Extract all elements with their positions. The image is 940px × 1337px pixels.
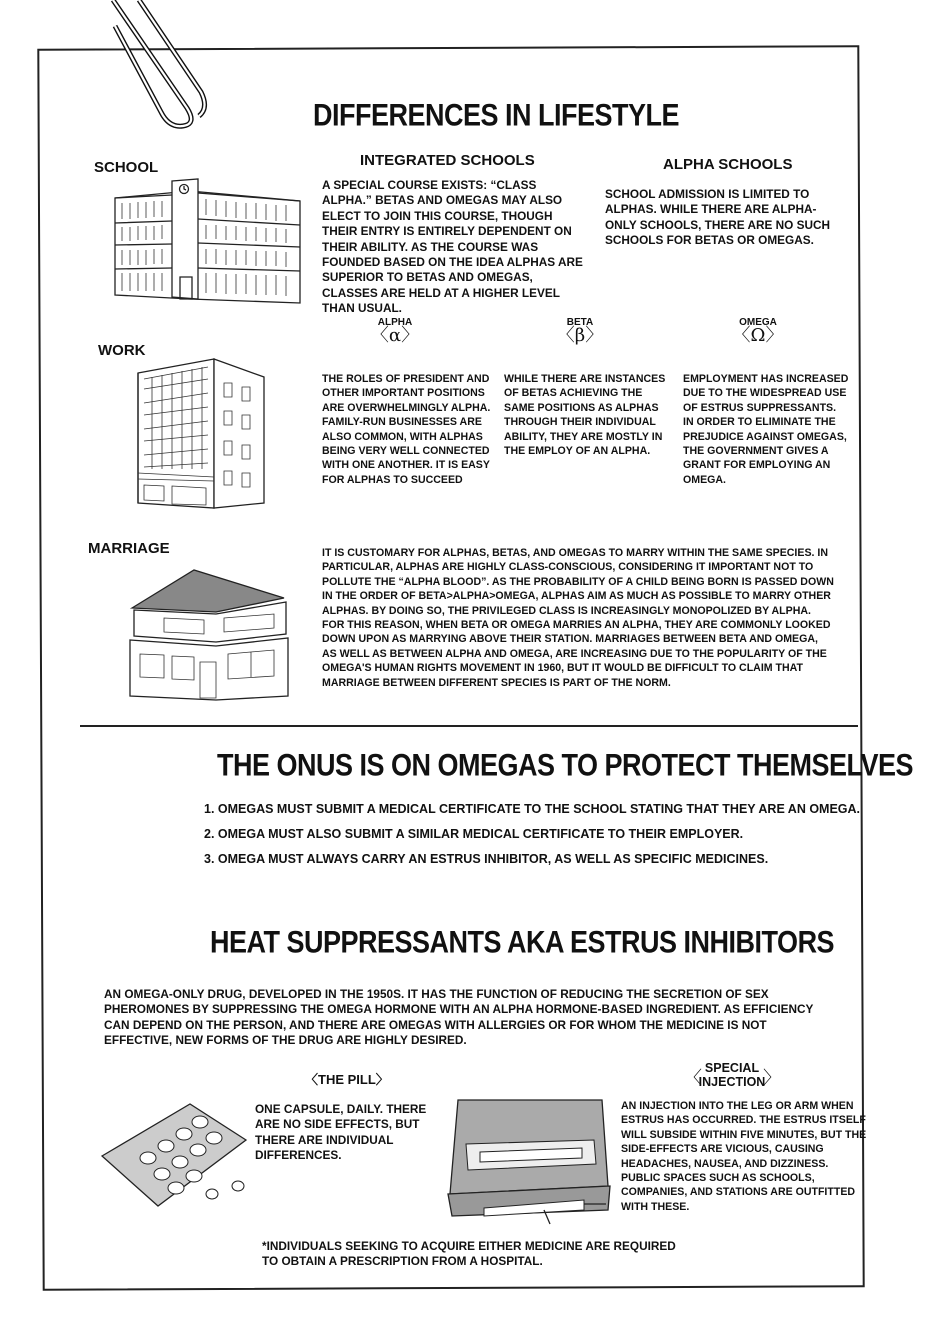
injection-case-illustration xyxy=(444,1098,614,1228)
alpha-symbol: 〈α〉 xyxy=(370,325,420,346)
injection-label-line1: SPECIAL xyxy=(704,1061,760,1075)
injection-left-bracket: 〈 xyxy=(684,1068,702,1088)
integrated-schools-heading: INTEGRATED SCHOOLS xyxy=(360,152,535,169)
omega-label: OMEGA xyxy=(739,317,777,328)
beta-label: BETA xyxy=(566,317,594,328)
injection-text: AN INJECTION INTO THE LEG OR ARM WHEN ESTRUS HAS OCCURRED. THE ESTRUS ITSELF WILL SUBSIDE WITHIN FIVE MINUTES, BUT THE SIDE-EFFECTS ARE VICIOUS, CAUSING HEADACHES, NAUSEA, AND DIZZINESS. PUBLIC SPACES SUCH AS SCHOOLS, COMPANIES, AND STATIONS ARE OUTFITTED WITH THESE. xyxy=(621,1100,867,1213)
heat-intro-text: AN OMEGA-ONLY DRUG, DEVELOPED IN THE 1950S. IT HAS THE FUNCTION OF REDUCING THE SECRETION OF SEX PHEROMONES BY SUPPRESSING THE OMEGA HORMONE WITH AN ALPHA HORMONE-BASED INGREDIENT. AS EFFICIENCY CAN DEPEND ON THE PERSON, AND THERE ARE OMEGAS WITH ALLERGIES OR FOR WHOM THE MEDICINE IS NOT EFFECTIVE, NEW FORMS OF THE DRUG ARE HIGHLY DESIRED. xyxy=(104,987,814,1048)
alpha-label: ALPHA xyxy=(377,317,413,328)
pill-blister-pack-illustration xyxy=(96,1100,256,1210)
beta-symbol: 〈β〉 xyxy=(556,325,604,346)
integrated-schools-text: A SPECIAL COURSE EXISTS: “CLASS ALPHA.” BETAS AND OMEGAS MAY ALSO ELECT TO JOIN THIS COURSE, THOUGH THEIR ENTRY IS ENTIRELY DEPENDENT ON THEIR ABILITY. AS THE COURSE WAS FOUNDED BASED ON THE IDEA ALPHAS ARE SUPERIOR TO BETAS AND OMEGAS, CLASSES ARE HELD AT A HIGHER LEVEL THAN USUAL. xyxy=(322,178,583,316)
omega-column-header xyxy=(723,316,793,346)
marriage-text: IT IS CUSTOMARY FOR ALPHAS, BETAS, AND OMEGAS TO MARRY WITHIN THE SAME SPECIES. IN PARTICULAR, ALPHAS ARE HIGHLY CLASS-CONSCIOUS, CONSIDERING IT IMPORTANT NOT TO POLLUTE THE “ALPHA BLOOD”. AS THE PROBABILITY OF A CHILD BEING BORN IS PASSED DOWN IN THE ORDER OF BETA>ALPHA>OMEGA, ALPHAS AIM AS MUCH AS POSSIBLE TO MARRY OTHER ALPHAS. BY DOING SO, THE PRIVILEGED CLASS IS INCREASINGLY MONOPOLIZED BY ALPHA. FOR THIS REASON, WHEN BETA OR OMEGA MARRIES AN ALPHA, THEY ARE COMMONLY LOOKED DOWN UPON AS MARRYING ABOVE THEIR STATION. MARRIAGES BETWEEN BETA AND OMEGA, AS WELL AS BETWEEN ALPHA AND OMEGA, ARE INCREASING DUE TO THE POPULARITY OF THE OMEGA'S HUMAN RIGHTS MOVEMENT IN 1960, BUT IT WOULD BE DIFFICULT TO CLAIM THAT MARRIAGE BETWEEN DIFFERENT SPECIES IS PART OF THE NORM. xyxy=(322,547,834,689)
work-label: WORK xyxy=(98,342,146,359)
onus-rule-1: 1. OMEGAS MUST SUBMIT A MEDICAL CERTIFICATE TO THE SCHOOL STATING THAT THEY ARE AN OMEGA. xyxy=(204,802,861,816)
house-illustration xyxy=(124,562,294,702)
alpha-schools-text: SCHOOL ADMISSION IS LIMITED TO ALPHAS. WHILE THERE ARE ALPHA-ONLY SCHOOLS, THERE ARE NO SUCH SCHOOLS FOR BETAS OR OMEGAS. xyxy=(605,187,831,248)
onus-rules-list xyxy=(204,797,860,872)
injection-label-line2: INJECTION xyxy=(698,1075,766,1089)
onus-rule-3: 3. OMEGA MUST ALWAYS CARRY AN ESTRUS INHIBITOR, AS WELL AS SPECIFIC MEDICINES. xyxy=(204,852,769,866)
school-building-illustration xyxy=(110,173,305,308)
pill-text: ONE CAPSULE, DAILY. THERE ARE NO SIDE EFFECTS, BUT THERE ARE INDIVIDUAL DIFFERENCES. xyxy=(255,1102,427,1163)
injection-right-bracket: 〉 xyxy=(763,1068,781,1088)
onus-title: THE ONUS IS ON OMEGAS TO PROTECT THEMSELVES xyxy=(217,747,914,783)
work-beta-text: WHILE THERE ARE INSTANCES OF BETAS ACHIEVING THE SAME POSITIONS AS ALPHAS THROUGH THEIR INDIVIDUAL ABILITY, THEY ARE MOSTLY IN THE EMPLOY OF AN ALPHA. xyxy=(504,373,666,458)
beta-column-header xyxy=(545,316,615,346)
marriage-label: MARRIAGE xyxy=(88,540,170,557)
pill-label: 〈THE PILL〉 xyxy=(305,1072,389,1087)
heat-title: HEAT SUPPRESSANTS AKA ESTRUS INHIBITORS xyxy=(210,924,835,960)
section-divider xyxy=(80,725,858,727)
alpha-schools-heading: ALPHA SCHOOLS xyxy=(663,156,793,173)
omega-symbol: 〈Ω〉 xyxy=(732,325,784,346)
onus-rule-2: 2. OMEGA MUST ALSO SUBMIT A SIMILAR MEDICAL CERTIFICATE TO THEIR EMPLOYER. xyxy=(204,827,744,841)
lifestyle-title: DIFFERENCES IN LIFESTYLE xyxy=(313,97,680,133)
footnote: *INDIVIDUALS SEEKING TO ACQUIRE EITHER MEDICINE ARE REQUIRED TO OBTAIN A PRESCRIPTION FROM A HOSPITAL. xyxy=(262,1239,676,1269)
alpha-column-header xyxy=(360,316,430,346)
office-building-illustration xyxy=(132,353,272,513)
work-alpha-text: THE ROLES OF PRESIDENT AND OTHER IMPORTANT POSITIONS ARE OVERWHELMINGLY ALPHA. FAMILY-RUN BUSINESSES ARE ALSO COMMON, WITH ALPHAS BEING VERY WELL CONNECTED WITH ONE ANOTHER. IT IS EASY FOR ALPHAS TO SUCCEED xyxy=(322,373,491,486)
school-label: SCHOOL xyxy=(94,159,159,176)
work-omega-text: EMPLOYMENT HAS INCREASED DUE TO THE WIDESPREAD USE OF ESTRUS SUPPRESSANTS. IN ORDER TO ELIMINATE THE PREJUDICE AGAINST OMEGAS, THE GOVERNMENT GIVES A GRANT FOR EMPLOYING AN OMEGA. xyxy=(683,373,849,486)
paper-clip-icon xyxy=(95,0,225,130)
